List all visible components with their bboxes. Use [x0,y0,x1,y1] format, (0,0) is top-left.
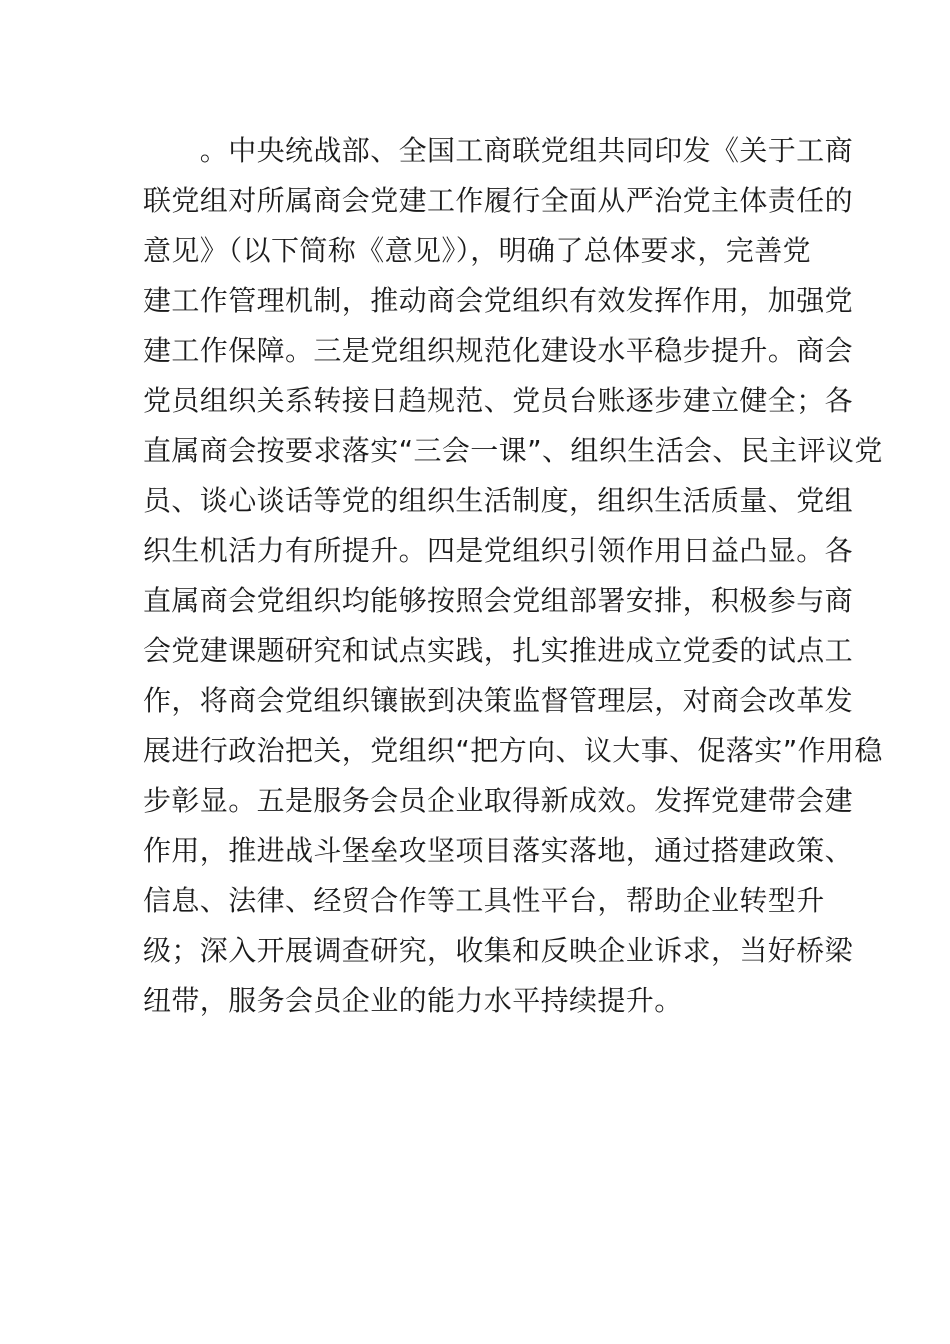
text-line: 作，将商会党组织镶嵌到决策监督管理层，对商会改革发 [143,684,854,717]
text-line: 意见》（以下简称《意见》），明确了总体要求，完善党 [143,234,812,267]
text-line: 直属商会按要求落实“三会一课”、组织生活会、民主评议党 [143,434,883,467]
text-line: 。中央统战部、全国工商联党组共同印发《关于工商 [143,134,854,167]
text-line: 级；深入开展调查研究，收集和反映企业诉求，当好桥梁 [143,934,854,967]
text-line: 员、谈心谈话等党的组织生活制度，组织生活质量、党组 [143,484,854,517]
body-paragraph [143,126,883,1026]
text-line: 建工作管理机制，推动商会党组织有效发挥作用，加强党 [143,284,854,317]
text-line: 纽带，服务会员企业的能力水平持续提升。 [143,984,683,1017]
text-line: 联党组对所属商会党建工作履行全面从严治党主体责任的 [143,184,854,217]
text-line: 直属商会党组织均能够按照会党组部署安排，积极参与商 [143,584,854,617]
text-line: 信息、法律、经贸合作等工具性平台，帮助企业转型升 [143,884,825,917]
text-line: 建工作保障。三是党组织规范化建设水平稳步提升。商会 [143,334,854,367]
text-line: 会党建课题研究和试点实践，扎实推进成立党委的试点工 [143,634,854,667]
text-line: 织生机活力有所提升。四是党组织引领作用日益凸显。各 [143,534,854,567]
text-line: 展进行政治把关，党组织“把方向、议大事、促落实”作用稳 [143,734,883,767]
text-line: 作用，推进战斗堡垒攻坚项目落实落地，通过搭建政策、 [143,834,854,867]
text-line: 党员组织关系转接日趋规范、党员台账逐步建立健全；各 [143,384,854,417]
text-line: 步彰显。五是服务会员企业取得新成效。发挥党建带会建 [143,784,854,817]
